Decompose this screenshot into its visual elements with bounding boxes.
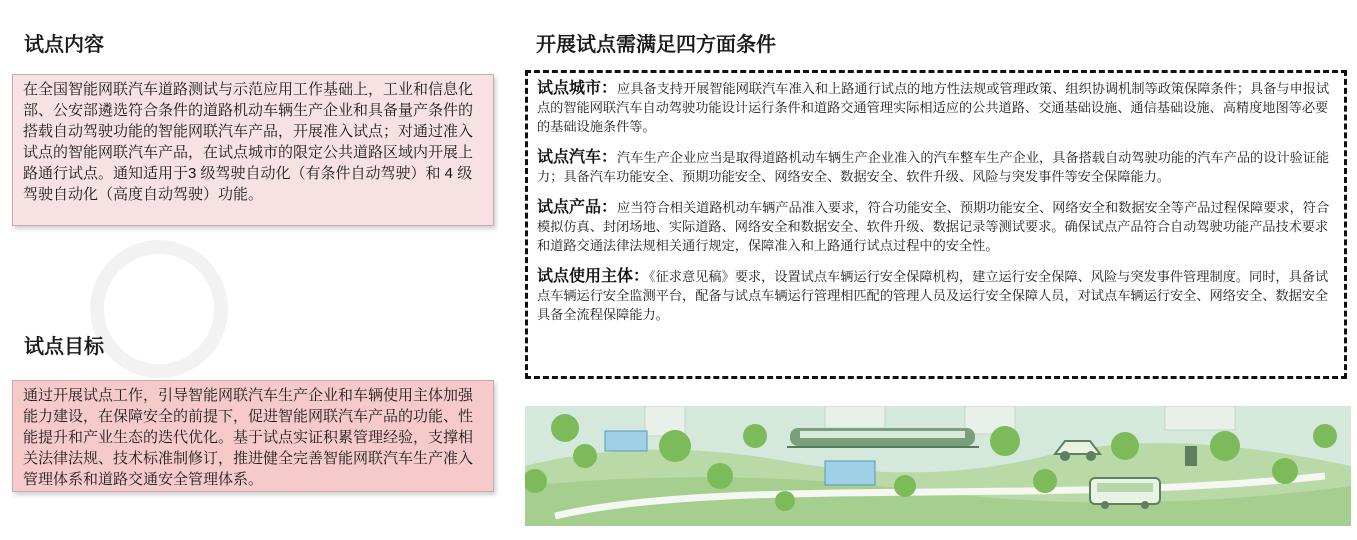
- condition-label: 试点产品：: [537, 199, 618, 216]
- condition-text: 汽车生产企业应当是取得道路机动车辆生产企业准入的汽车整车生产企业，具备搭载自动驾驶功能的汽车产品的设计验证能力；具备汽车功能安全、预期功能安全、网络安全、数据安全、软件升级、风险与突发事件等安全保障能力。: [537, 150, 1330, 184]
- conditions-heading: 开展试点需满足四方面条件: [536, 34, 776, 56]
- condition-text: 应当符合相关道路机动车辆产品准入要求，符合功能安全、预期功能安全、网络安全和数据安全等产品过程保障要求，符合模拟仿真、封闭场地、实际道路、网络安全和数据安全、软件升级、数据记录等测试要求。确保试点产品符合自动驾驶功能产品技术要求和道路交通法律法规相关通行规定，保障准入和上路通行试点过程中的安全性。: [537, 200, 1330, 253]
- condition-vehicle: [537, 148, 1336, 186]
- condition-label: 试点使用主体：: [537, 268, 650, 285]
- conditions-box: [525, 70, 1347, 379]
- content-text: 在全国智能网联汽车道路测试与示范应用工作基础上，工业和信息化部、公安部遴选符合条件的道路机动车辆生产企业和具备量产条件的搭载自动驾驶功能的智能网联汽车产品，开展准入试点；对通过准入试点的智能网联汽车产品，在试点城市的限定公共道路区域内开展上路通行试点。通知适用于3 级驾驶自动化（有条件自动驾驶）和 4 级驾驶自动化（高度自动驾驶）功能。: [23, 81, 474, 203]
- content-heading: 试点内容: [24, 34, 104, 56]
- goal-heading: 试点目标: [24, 336, 104, 358]
- city-scene-image: [525, 406, 1351, 526]
- smart-city-illustration: [525, 406, 1351, 526]
- condition-text: 应具备支持开展智能网联汽车准入和上路通行试点的地方性法规或管理政策、组织协调机制等政策保障条件；具备与申报试点的智能网联汽车自动驾驶功能设计运行条件和道路交通管理实际相适应的公共道路、交通基础设施、通信基础设施、高精度地图等必要的基础设施条件等。: [537, 81, 1330, 134]
- condition-user: [537, 267, 1336, 324]
- condition-label: 试点汽车：: [537, 149, 618, 166]
- train-icon: [787, 428, 979, 448]
- charger-icon: [1185, 446, 1197, 466]
- goal-text: 通过开展试点工作，引导智能网联汽车生产企业和车辆使用主体加强能力建设，在保障安全的前提下，促进智能网联汽车产品的功能、性能提升和产业生态的迭代优化。基于试点实证积累管理经验，支撑相关法律法规、技术标准制修订，推进健全完善智能网联汽车生产准入管理体系和道路交通安全管理体系。: [23, 387, 474, 488]
- condition-city: [537, 79, 1336, 136]
- condition-product: [537, 198, 1336, 255]
- content-box: [12, 74, 494, 226]
- condition-label: 试点城市：: [537, 80, 618, 97]
- goal-box: [12, 380, 494, 492]
- condition-text: 《征求意见稿》要求，设置试点车辆运行安全保障机构，建立运行安全保障、风险与突发事件管理制度。同时，具备试点车辆运行安全监测平台，配备与试点车辆运行管理相匹配的管理人员及运行安全保障人员，对试点车辆运行安全、网络安全、数据安全具备全流程保障能力。: [537, 269, 1329, 322]
- watermark-logo: [90, 240, 228, 378]
- bus-icon: [1090, 478, 1160, 509]
